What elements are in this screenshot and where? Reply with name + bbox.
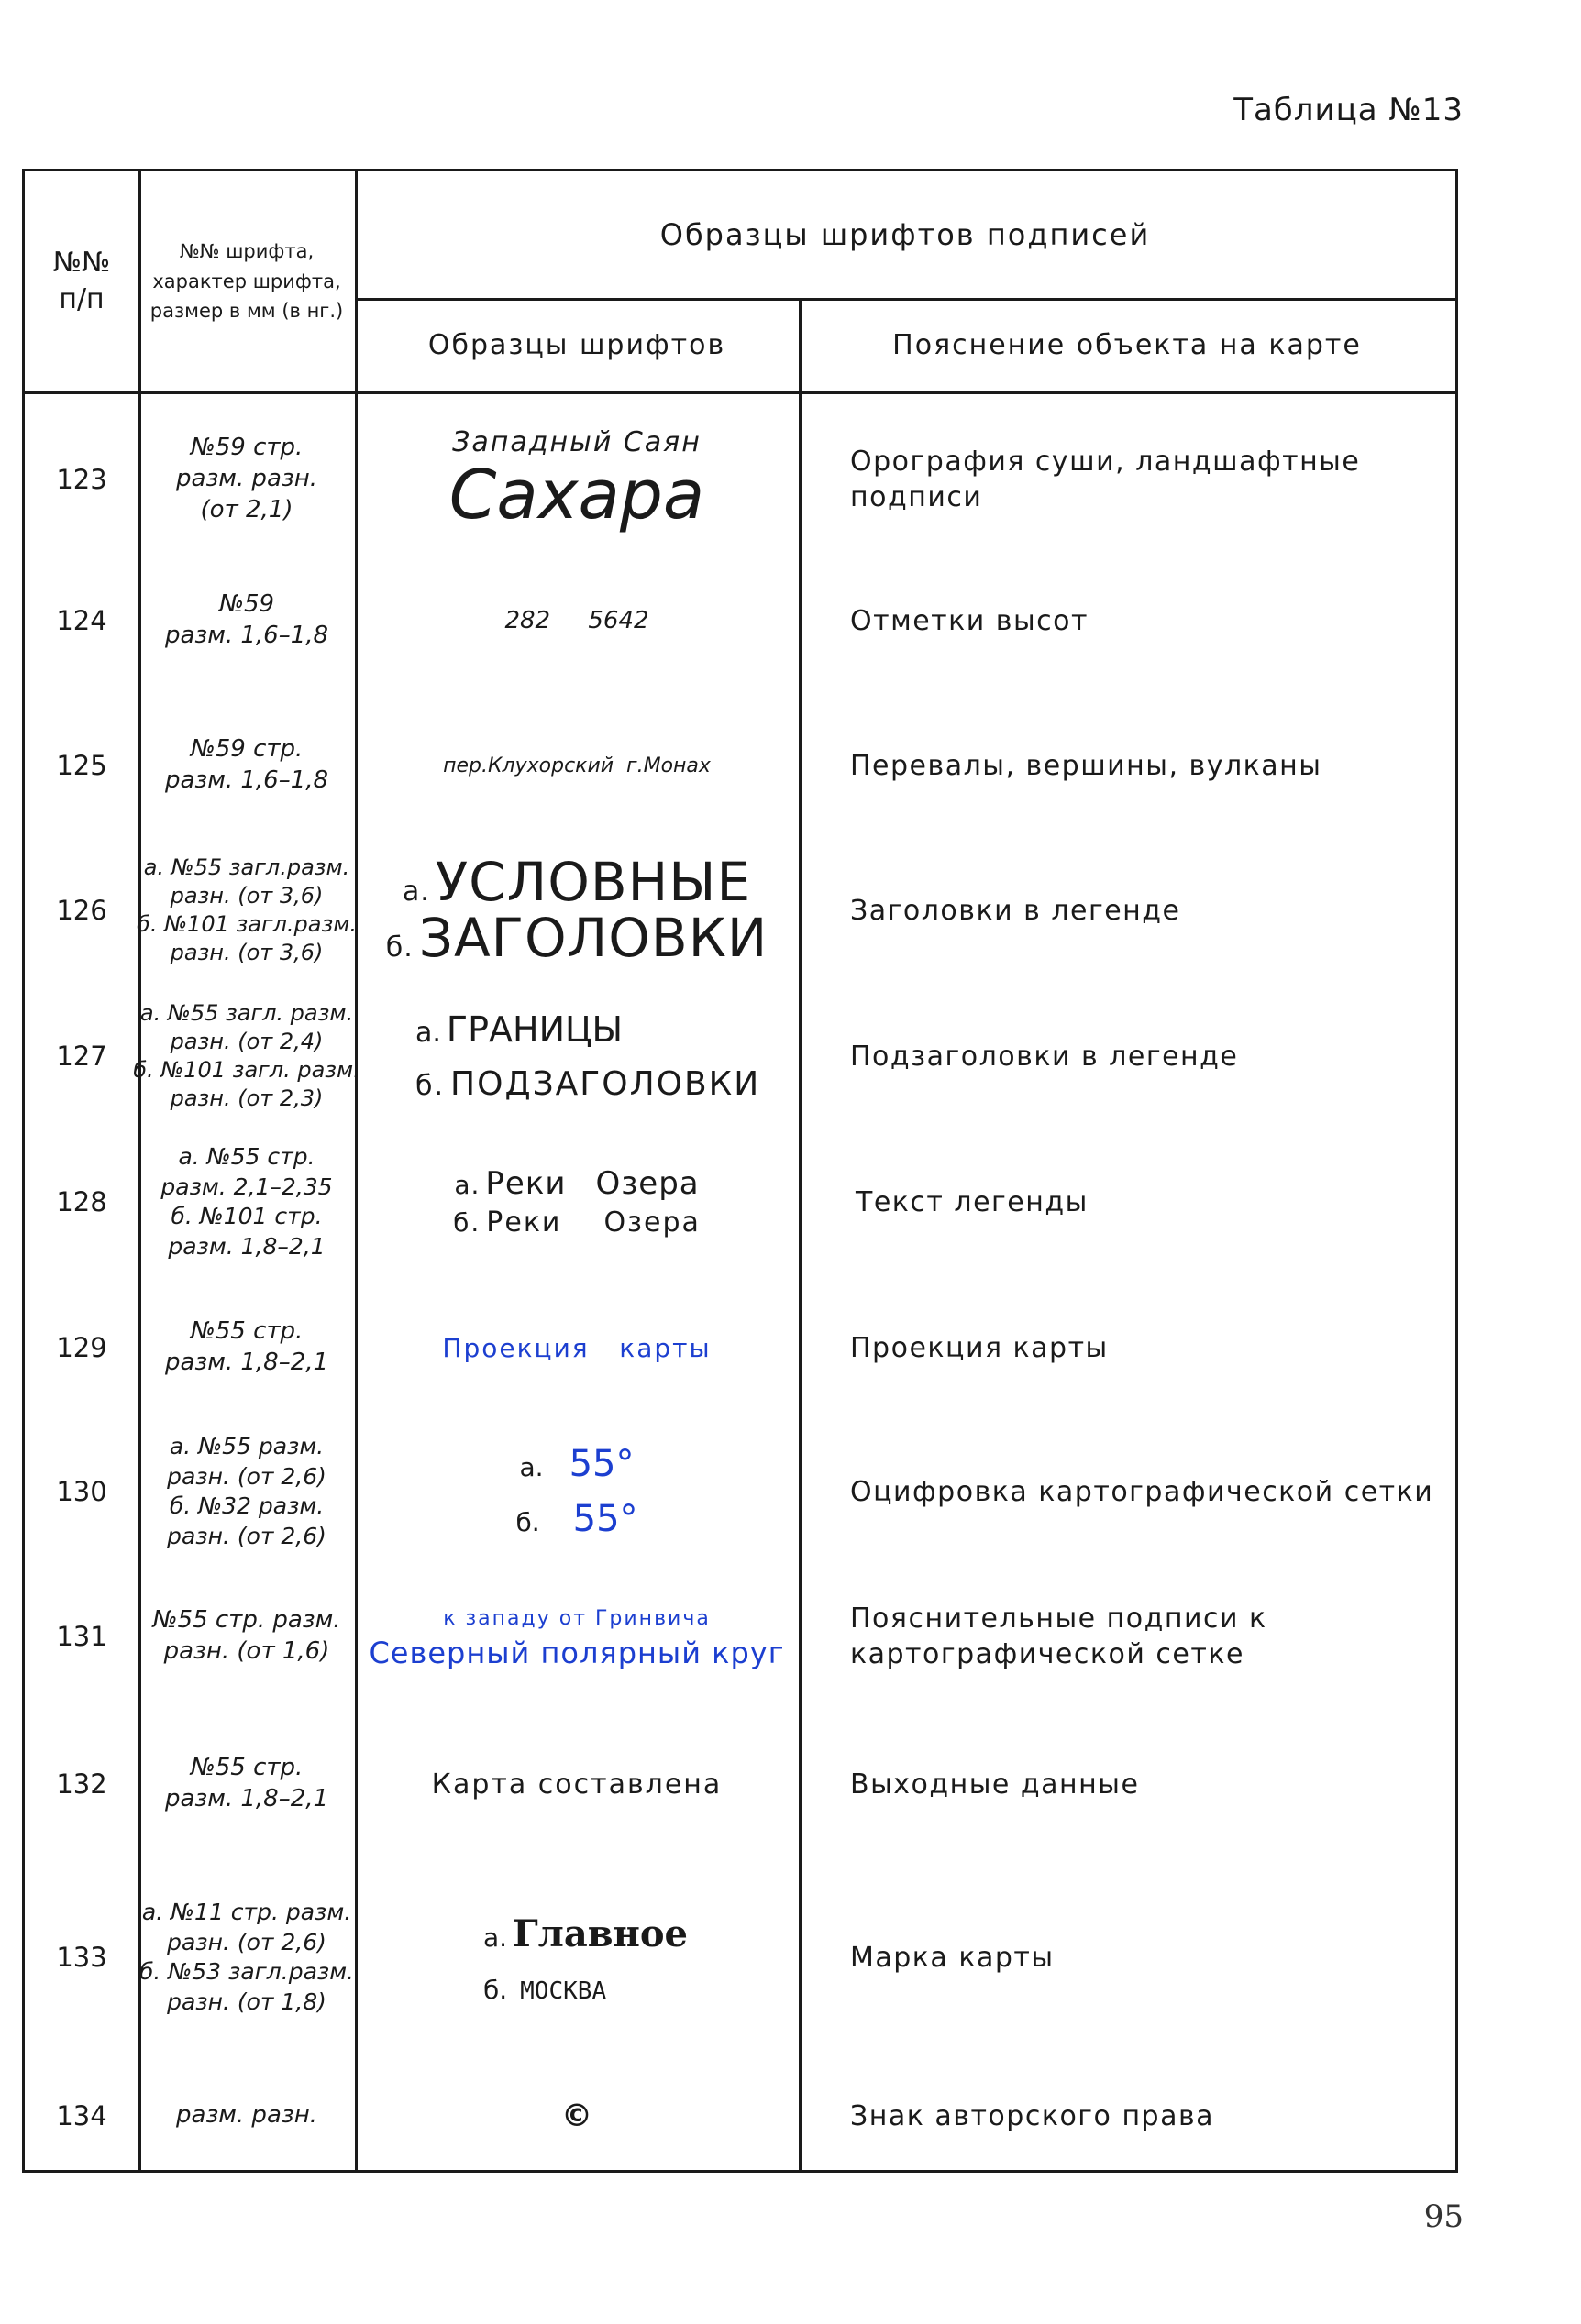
font-spec: [138, 1129, 355, 1275]
sample-prefix: б.: [453, 1206, 481, 1238]
row-number: 133: [56, 1942, 107, 1973]
table-row: [25, 1858, 1455, 2056]
header-num-line: п/п: [59, 283, 105, 315]
table-row: [25, 2056, 1455, 2175]
font-spec-line: разм. разн.: [176, 2101, 317, 2130]
table-row: [25, 694, 1455, 837]
sample-line: [453, 1205, 701, 1240]
sample-prefix: б.: [483, 1974, 508, 2005]
font-spec: [138, 1710, 355, 1858]
font-spec-line: №59: [218, 590, 275, 619]
row-number: 130: [56, 1476, 107, 1507]
font-spec: [138, 1563, 355, 1710]
header-font-info: [138, 171, 355, 391]
sample-text: Реки: [485, 1165, 567, 1203]
font-sample: [355, 694, 799, 837]
font-spec-line: б. №53 загл.разм.: [138, 1958, 355, 1985]
font-sample: [355, 2056, 799, 2175]
table-row: [25, 547, 1455, 694]
font-spec-line: разн. (от 1,6): [163, 1637, 330, 1665]
font-spec: [138, 1420, 355, 1563]
font-spec-line: а. №55 разм.: [169, 1433, 325, 1459]
font-spec: [138, 1858, 355, 2056]
font-spec-line: а. №11 стр. разм.: [141, 1899, 352, 1925]
font-spec: [138, 837, 355, 984]
row-number: 131: [56, 1621, 107, 1652]
sample-line: [483, 1967, 606, 2013]
font-samples-table: [22, 169, 1458, 2173]
object-explanation: Знак авторского права: [850, 2099, 1215, 2132]
row-number: 127: [56, 1041, 107, 1072]
row-number: 132: [56, 1768, 107, 1800]
sample-text: ГРАНИЦЫ: [446, 1008, 624, 1050]
sample-text: Озера: [595, 1165, 700, 1203]
font-spec-line: №55 стр.: [190, 1754, 304, 1782]
font-spec: [138, 2056, 355, 2175]
object-explanation: Заголовки в легенде: [850, 894, 1181, 927]
font-spec-line: разм. 1,6–1,8: [164, 766, 329, 794]
sample-text: ПОДЗАГОЛОВКИ: [450, 1064, 761, 1103]
object-explanation: Подзаголовки в легенде: [850, 1040, 1239, 1073]
font-spec-line: б. №32 разм.: [169, 1492, 325, 1519]
font-spec-line: а. №55 стр.: [178, 1143, 315, 1170]
object-explanation: Пояснительные подписи к картографической сетке: [850, 1603, 1267, 1670]
font-spec-line: разм. 1,8–2,1: [164, 1349, 329, 1376]
table-row: [25, 1275, 1455, 1420]
font-spec-line: разн. (от 2,3): [170, 1085, 324, 1112]
font-spec-line: разн. (от 3,6): [170, 882, 324, 909]
sample-line: [402, 851, 752, 914]
font-spec-line: №55 стр.: [190, 1317, 304, 1346]
header-explain-title: Пояснение объекта на карте: [892, 328, 1362, 361]
font-spec-line: №59 стр.: [190, 434, 304, 462]
row-number: 125: [56, 750, 107, 781]
sample-prefix: б.: [415, 1069, 446, 1102]
font-spec-line: разн. (от 1,8): [167, 1988, 326, 2015]
sample-line: [520, 1437, 635, 1492]
font-spec-line: разн. (от 2,4): [170, 1028, 324, 1054]
table-row: [25, 984, 1455, 1129]
table-row: [25, 837, 1455, 984]
sample-line: [454, 1163, 699, 1204]
object-explanation: Орография суши, ландшафтные подписи: [850, 446, 1361, 513]
sample-line: [415, 1058, 760, 1111]
font-spec-line: разн. (от 3,6): [170, 940, 324, 966]
table-row: [25, 1710, 1455, 1858]
object-explanation: Отметки высот: [850, 604, 1089, 637]
font-spec-line: разм. 1,6–1,8: [164, 622, 329, 649]
row-number: 123: [56, 464, 107, 495]
font-sample: [355, 837, 799, 984]
header-samples-title: Образцы шрифтов подписей: [659, 217, 1151, 252]
sample-line: [385, 907, 768, 969]
table-row: [25, 1420, 1455, 1563]
object-explanation: Проекция карты: [850, 1331, 1109, 1364]
sample-prefix: а.: [415, 1016, 441, 1049]
font-spec: [138, 694, 355, 837]
sample-prefix: а.: [483, 1922, 508, 1953]
font-spec-line: разм. 2,1–2,35: [160, 1173, 333, 1200]
header-num-line: №№: [52, 246, 111, 279]
font-spec-line: разм. разн.: [176, 465, 317, 493]
font-sample: [355, 1563, 799, 1710]
font-sample: [355, 547, 799, 694]
font-sample: [355, 1420, 799, 1563]
font-spec-line: а. №55 загл. разм.: [139, 999, 354, 1026]
font-spec-line: разн. (от 2,6): [167, 1462, 326, 1490]
header-font-line: размер в мм (в нг.): [149, 300, 344, 323]
sample-text: 282 5642: [504, 607, 649, 634]
sample-prefix: б.: [385, 931, 414, 964]
font-spec: [138, 547, 355, 694]
sample-prefix: а.: [519, 1452, 544, 1482]
font-spec-line: разн. (от 2,6): [167, 1928, 326, 1955]
font-spec-line: б. №101 загл. разм.: [133, 1057, 360, 1083]
sample-text: МОСКВА: [520, 1977, 607, 2005]
header-font-line: характер шрифта,: [152, 270, 341, 292]
sample-text: Северный полярный круг: [369, 1635, 785, 1670]
object-explanation: Оцифровка картографической сетки: [850, 1475, 1434, 1508]
row-number: 126: [56, 895, 107, 926]
table-row: [25, 412, 1455, 547]
font-spec-line: б. №101 загл.разм.: [137, 911, 357, 937]
font-sample: [355, 412, 799, 547]
font-sample: [355, 1275, 799, 1420]
object-explanation: Текст легенды: [856, 1185, 1089, 1218]
header-divider: [25, 391, 1455, 394]
font-spec-line: а. №55 загл.разм.: [143, 854, 350, 880]
row-number: 129: [56, 1332, 107, 1363]
font-sample: [355, 1858, 799, 2056]
sample-text: 55°: [572, 1498, 638, 1540]
sample-text: Главное: [513, 1911, 688, 1955]
sample-text: пер.Клухорский г.Монах: [443, 754, 711, 777]
font-spec-line: б. №101 стр.: [171, 1203, 323, 1229]
sample-line: [483, 1901, 688, 1967]
sample-text: Реки: [486, 1206, 562, 1239]
font-spec-line: №59 стр.: [190, 735, 304, 764]
object-explanation: Перевалы, вершины, вулканы: [850, 749, 1322, 782]
header-font-line: №№ шрифта,: [179, 240, 315, 263]
sample-prefix: б.: [515, 1507, 540, 1537]
font-spec-line: (от 2,1): [200, 495, 293, 523]
sample-text: Сахара: [448, 455, 705, 534]
font-sample: [355, 1129, 799, 1275]
sample-prefix: а.: [402, 876, 430, 909]
sample-text: к западу от Гринвича: [443, 1607, 711, 1631]
sample-text: Проекция карты: [442, 1332, 712, 1363]
copyright-icon: ©: [561, 2098, 592, 2134]
sample-text: ЗАГОЛОВКИ: [418, 907, 768, 969]
sample-text: 55°: [569, 1443, 635, 1485]
object-explanation: Выходные данные: [850, 1768, 1140, 1801]
header-row-number: [25, 171, 138, 391]
font-spec-line: разм. 1,8–2,1: [168, 1232, 326, 1260]
font-spec: [133, 984, 360, 1129]
table-row: [25, 1129, 1455, 1275]
row-number: 134: [56, 2100, 107, 2131]
font-spec-line: разм. 1,8–2,1: [164, 1785, 329, 1812]
row-number: 128: [56, 1186, 107, 1217]
sample-line: [515, 1492, 637, 1547]
table-label: Таблица №13: [1233, 92, 1464, 128]
font-spec: [138, 412, 355, 547]
sample-text: Карта составлена: [431, 1768, 723, 1801]
sample-text: Озера: [603, 1206, 701, 1239]
sample-text: Западный Саян: [452, 425, 702, 458]
sample-line: [415, 1002, 623, 1058]
font-sample: [355, 1710, 799, 1858]
sample-prefix: а.: [454, 1170, 481, 1201]
object-explanation: Марка карты: [850, 1941, 1055, 1974]
sample-text: УСЛОВНЫЕ: [435, 851, 752, 914]
font-spec-line: №55 стр. разм.: [152, 1606, 341, 1635]
row-number: 124: [56, 605, 107, 636]
font-spec-line: разн. (от 2,6): [167, 1522, 326, 1549]
header-samples-sub: Образцы шрифтов: [427, 328, 726, 361]
font-spec: [138, 1275, 355, 1420]
font-sample: [355, 984, 799, 1129]
page-number: 95: [1423, 2198, 1464, 2235]
table-row: [25, 1563, 1455, 1710]
